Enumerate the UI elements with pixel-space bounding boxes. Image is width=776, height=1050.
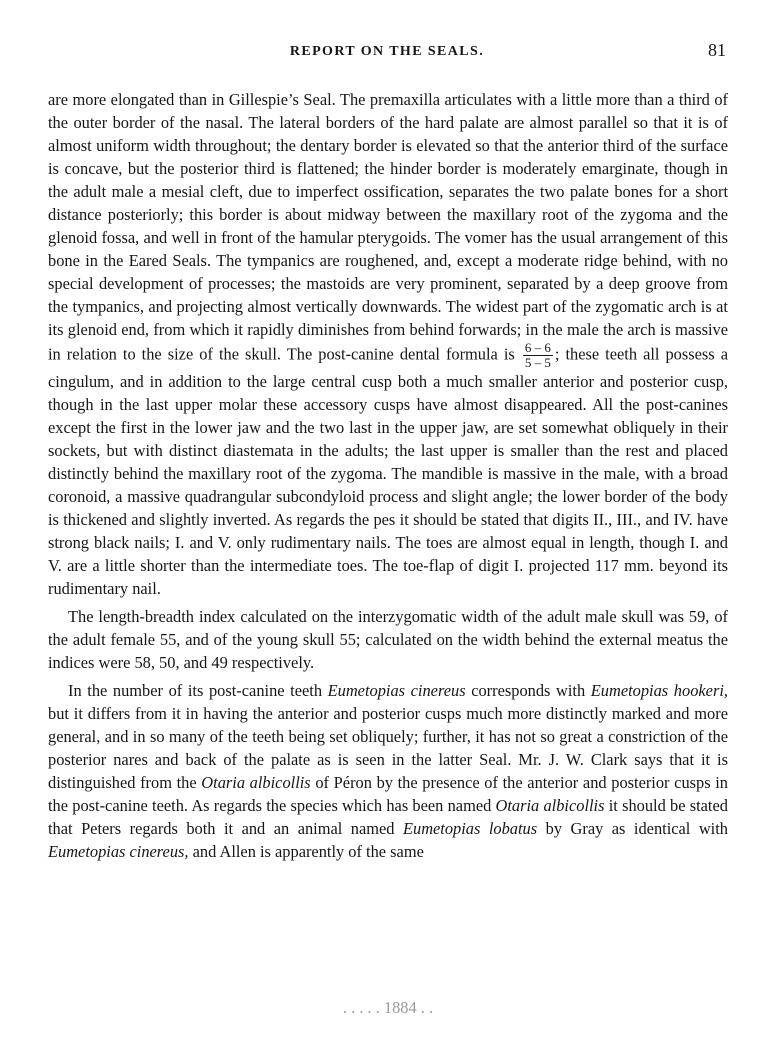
species-name: Otaria albicollis xyxy=(201,773,311,792)
species-name: Eumetopias cinereus xyxy=(327,681,466,700)
text-run: by Gray as identical with xyxy=(545,819,728,838)
page-number: 81 xyxy=(708,40,726,60)
paragraph-comparison xyxy=(48,679,728,863)
page-header xyxy=(48,36,726,66)
paragraph-continuation xyxy=(48,88,728,600)
cut-off-text: . . . . . 1884 . . xyxy=(342,998,434,1017)
body-text xyxy=(48,88,728,863)
species-name: Eumetopias lobatus xyxy=(402,819,538,838)
text-run: and Allen is apparently of the same xyxy=(192,842,424,861)
paragraph-index: The length-breadth index calculated on the interzygomatic width of the adult male skull was 59, of the adult female 55, and of the young skull 55; calculated on the width behind the external meatus the indices were 58, 50, and 49 respectively. xyxy=(48,607,728,672)
species-name: Eumetopias hookeri, xyxy=(590,681,728,700)
text-run: corresponds with xyxy=(471,681,586,700)
dental-formula-upper: 6 – 6 xyxy=(524,340,551,355)
dental-formula-lower: 5 – 5 xyxy=(524,355,551,370)
text-run: it should be stated that Peters regards both it and an animal named xyxy=(48,796,728,838)
running-title: REPORT ON THE SEALS. xyxy=(289,44,485,59)
text-run: In the number of its post-canine teeth xyxy=(68,681,323,700)
text-run: of Péron by the presence of the anterior and posterior cusps in the post-canine teeth. As regards the species which has been named xyxy=(48,773,728,815)
paragraph-1-part-2: ; these teeth all possess a cingulum, and in addition to the large central cusp both a much smaller anterior and posterior cusp, though in the last upper molar these accessory cusps have almost disappeared. All the post-canines except the first in the lower jaw and the two last in the upper jaw, are set somewhat obliquely in their sockets, but with distinct diastemata in the adults; the last upper is smaller than the rest and placed distinctly behind the maxillary root of the zygoma. The mandible is massive in the male, with a broad coronoid, a massive quadrangular subcondyloid process and slight angle; the lower border of the body is thickened and slightly inverted. As regards the pes it should be stated that digits II., III., and IV. have strong black nails; I. and V. only rudimentary nails. The toes are almost equal in length, though I. and V. are a little shorter than the intermediate toes. The toe-flap of digit I. projected 117 mm. beyond its rudimentary nail. xyxy=(48,344,728,598)
text-run: but it differs from it in having the anterior and posterior cusps much more distinctly marked and more general, and in so many of the teeth being set obliquely; further, it has not so great a constriction of the posterior nares and back of the palate as is seen in the latter Seal. Mr. J. W. Clark says that it is distinguished from the xyxy=(48,704,728,792)
species-name: Eumetopias cinereus, xyxy=(48,842,189,861)
cut-off-line xyxy=(48,998,728,1022)
paragraph-1-part-1: are more elongated than in Gillespie’s Seal. The premaxilla articulates with a little more than a third of the outer border of the nasal. The lateral borders of the hard palate are almost parallel so that it is of almost uniform width throughout; the dentary border is elevated so that the anterior third of the surface is concave, but the posterior third is flattened; the hinder border is moderately emarginate, though in the adult male a mesial cleft, due to imperfect ossification, separates the two palate bones for a short distance posteriorly; this border is about midway between the maxillary root of the zygoma and the glenoid fossa, and well in front of the hamular pterygoids. The vomer has the usual arrangement of this bone in the Eared Seals. The tympanics are roughened, and, except a moderate ridge behind, with no special development of processes; the mastoids are very prominent, separated by a deep groove from the tympanics, and projecting almost vertically downwards. The widest part of the zygomatic arch is at its glenoid end, from which it rapidly diminishes from behind forwards; in the male the arch is massive in relation to the size of the skull. The post-canine dental formula is xyxy=(48,90,728,364)
species-name: Otaria albicollis xyxy=(495,796,605,815)
dental-formula xyxy=(523,341,553,370)
